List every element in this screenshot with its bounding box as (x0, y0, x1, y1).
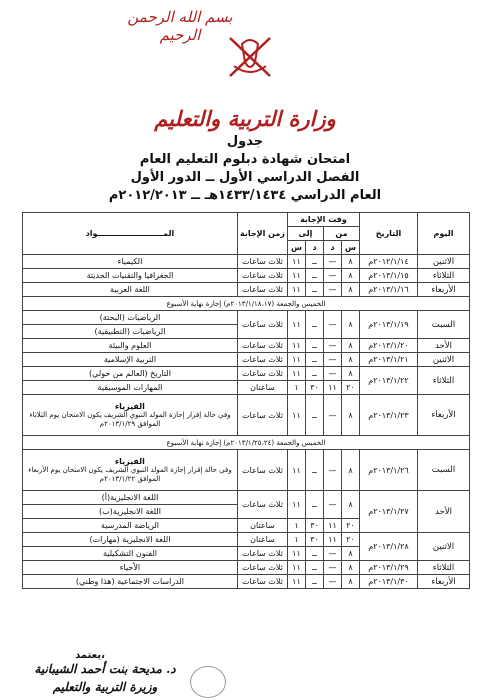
cell-duration: ثلاث ساعات (237, 367, 287, 381)
cell-duration: ثلاث ساعات (237, 561, 287, 575)
table-row (23, 353, 470, 367)
cell-date: ٢٠١٣/١/١٦م (360, 283, 418, 297)
cell-from-m: — (324, 491, 342, 519)
subject-name: الفيزياء (115, 456, 145, 466)
cell-to-h: ١١ (287, 450, 305, 491)
cell-day: الأربعاء (418, 575, 470, 589)
cell-day: الثلاثاء (418, 269, 470, 283)
cell-to-h: ١١ (287, 575, 305, 589)
basmala: بسم الله الرحمن الرحيم (127, 8, 233, 44)
table-row (23, 311, 470, 325)
cell-to-m: ــ (306, 491, 324, 519)
cell-to-m: ٣٠ (306, 533, 324, 547)
cell-duration: ثلاث ساعات (237, 255, 287, 269)
table-row (23, 339, 470, 353)
header-hour: س (287, 241, 305, 255)
header-subject: المــــــــــــــــــــــــواد (23, 213, 238, 255)
cell-subject: الأحياء (23, 561, 238, 575)
cell-to-m: ــ (306, 367, 324, 381)
cell-date: ٢٠١٣/١/٢٠م (360, 339, 418, 353)
cell-day: الاثنين (418, 353, 470, 367)
cell-from-m: — (324, 283, 342, 297)
cell-from-m: — (324, 547, 342, 561)
cell-from-h: ٨ (342, 283, 360, 297)
doc-title-exam: امتحان شهادة دبلوم التعليم العام (139, 152, 351, 167)
cell-from-h: ٨ (342, 269, 360, 283)
header-minute: د (324, 241, 342, 255)
cell-subject: الفنون التشكيلية (23, 547, 238, 561)
cell-date: ٢٠١٣/١/٢١م (360, 353, 418, 367)
cell-subject: الدراسات الاجتماعية (هذا وطني) (23, 575, 238, 589)
cell-to-h: ١١ (287, 311, 305, 339)
cell-day: الأحد (418, 491, 470, 533)
cell-day: الأربعاء (418, 283, 470, 297)
stamp-icon (190, 666, 226, 698)
holiday-note: وفي حالة إقرار إجازة المولد النبوي الشريف يكون الامتحان يوم الثلاثاء الموافق ٢٠١٣/١/٢٩م (29, 410, 231, 428)
table-header-row (23, 213, 470, 227)
cell-day: الثلاثاء (418, 367, 470, 395)
cell-duration: ساعتان (237, 519, 287, 533)
doc-title-semester: الفصل الدراسي الأول ــ الدور الأول (130, 170, 360, 185)
cell-duration: ثلاث ساعات (237, 353, 287, 367)
cell-to-m: ــ (306, 561, 324, 575)
cell-subject: الجغرافيا والتقنيات الحديثة (23, 269, 238, 283)
approval-label: يعتمد، (75, 650, 105, 661)
cell-from-m: — (324, 575, 342, 589)
cell-to-m: ــ (306, 283, 324, 297)
cell-from-m: — (324, 255, 342, 269)
cell-from-h: ٨ (342, 450, 360, 491)
weekend-break-note: الخميس والجمعة (٢٠١٣/١/٢٥،٢٤م) إجازة نهاية الأسبوع (23, 436, 470, 450)
cell-duration: ثلاث ساعات (237, 269, 287, 283)
cell-subject: الرياضيات (التطبيقية) (23, 325, 238, 339)
header-time: وقت الإجابة (287, 213, 359, 227)
cell-to-h: ١١ (287, 339, 305, 353)
cell-day: السبت (418, 311, 470, 339)
table-row (23, 269, 470, 283)
cell-duration: ساعتان (237, 381, 287, 395)
cell-duration: ثلاث ساعات (237, 450, 287, 491)
cell-subject: اللغة الانجليزية(ب) (23, 505, 238, 519)
cell-from-h: ٢٠ (342, 533, 360, 547)
cell-to-h: ١ (287, 533, 305, 547)
table-row (23, 395, 470, 436)
cell-from-m: — (324, 450, 342, 491)
cell-from-h: ٨ (342, 339, 360, 353)
header-hour: س (342, 241, 360, 255)
cell-subject: اللغة الانجليزية (مهارات) (23, 533, 238, 547)
doc-title-year: العام الدراسي ١٤٣٣/١٤٣٤هـ ــ ٢٠١٢/٢٠١٣م (108, 188, 382, 203)
cell-to-h: ١١ (287, 367, 305, 381)
cell-to-h: ١١ (287, 395, 305, 436)
table-row (23, 491, 470, 505)
table-row (23, 575, 470, 589)
header-date: التاريخ (360, 213, 418, 255)
cell-date: ٢٠١٣/١/٢٢م (360, 367, 418, 395)
cell-from-m: — (324, 367, 342, 381)
cell-duration: ثلاث ساعات (237, 491, 287, 519)
cell-day: الاثنين (418, 255, 470, 269)
cell-from-m: — (324, 269, 342, 283)
cell-to-h: ١١ (287, 561, 305, 575)
cell-to-m: ــ (306, 311, 324, 339)
cell-to-h: ١١ (287, 547, 305, 561)
cell-date: ٢٠١٣/١/٢٧م (360, 491, 418, 533)
cell-from-m: ١١ (324, 519, 342, 533)
weekend-break-row (23, 297, 470, 311)
signatory-name: د. مديحة بنت أحمد الشيبانية (34, 662, 176, 676)
cell-to-m: ــ (306, 547, 324, 561)
cell-duration: ثلاث ساعات (237, 339, 287, 353)
cell-date: ٢٠١٢/١/١٤م (360, 255, 418, 269)
cell-to-m: ــ (306, 450, 324, 491)
cell-to-m: ــ (306, 339, 324, 353)
cell-duration: ثلاث ساعات (237, 283, 287, 297)
cell-to-m: ٣٠ (306, 381, 324, 395)
cell-day: الأربعاء (418, 395, 470, 436)
cell-from-m: — (324, 395, 342, 436)
cell-subject: الرياضيات (البحتة) (23, 311, 238, 325)
cell-subject: اللغة الانجليزية(أ) (23, 491, 238, 505)
cell-subject: الكيمياء (23, 255, 238, 269)
ministry-logo-text: وزارة التربية والتعليم (154, 106, 336, 131)
weekend-break-row (23, 436, 470, 450)
cell-from-m: — (324, 339, 342, 353)
table-row (23, 255, 470, 269)
header-to: إلى (287, 227, 323, 241)
exam-schedule-table (22, 212, 470, 589)
header-duration: زمن الإجابة (237, 213, 287, 255)
cell-day: السبت (418, 450, 470, 491)
holiday-note: وفي حالة إقرار إجازة المولد النبوي الشريف يكون الامتحان يوم الأربعاء الموافق ٢٠١٣/١/٢٢م (28, 465, 232, 483)
cell-subject: التربية الإسلامية (23, 353, 238, 367)
cell-from-h: ٢٠ (342, 381, 360, 395)
table-row (23, 367, 470, 381)
table-row (23, 533, 470, 547)
subject-name: الفيزياء (115, 401, 145, 411)
cell-to-h: ١١ (287, 269, 305, 283)
doc-title-schedule: جدول (226, 134, 264, 149)
cell-date: ٢٠١٣/١/٢٩م (360, 561, 418, 575)
cell-to-m: ــ (306, 255, 324, 269)
cell-day: الأحد (418, 339, 470, 353)
cell-from-h: ٨ (342, 575, 360, 589)
cell-from-m: — (324, 561, 342, 575)
cell-from-h: ٨ (342, 255, 360, 269)
cell-from-h: ٨ (342, 491, 360, 519)
cell-date: ٢٠١٣/١/١٥م (360, 269, 418, 283)
cell-to-m: ــ (306, 395, 324, 436)
cell-to-m: ــ (306, 353, 324, 367)
table-row (23, 450, 470, 491)
cell-subject: الرياضة المدرسية (23, 519, 238, 533)
cell-to-m: ٣٠ (306, 519, 324, 533)
cell-subject: التاريخ (العالم من حولي) (23, 367, 238, 381)
cell-to-h: ١١ (287, 255, 305, 269)
cell-subject-with-note (23, 450, 238, 491)
cell-subject: العلوم والبيئة (23, 339, 238, 353)
cell-duration: ساعتان (237, 533, 287, 547)
cell-to-h: ١١ (287, 283, 305, 297)
cell-to-h: ١١ (287, 491, 305, 519)
oman-emblem-icon (222, 32, 278, 82)
table-row (23, 283, 470, 297)
cell-from-m: ١١ (324, 381, 342, 395)
cell-from-m: — (324, 311, 342, 339)
weekend-break-note: الخميس والجمعة (٢٠١٣/١/١٨،١٧م) إجازة نهاية الأسبوع (23, 297, 470, 311)
cell-from-h: ٨ (342, 353, 360, 367)
cell-day: الثلاثاء (418, 561, 470, 575)
cell-subject: اللغة العربية (23, 283, 238, 297)
cell-from-m: — (324, 353, 342, 367)
cell-to-h: ١ (287, 519, 305, 533)
cell-from-h: ٨ (342, 367, 360, 381)
cell-date: ٢٠١٣/١/٣٠م (360, 575, 418, 589)
cell-from-h: ٨ (342, 395, 360, 436)
cell-subject-with-note (23, 395, 238, 436)
signatory-role: وزيرة التربية والتعليم (52, 680, 158, 694)
cell-to-m: ــ (306, 575, 324, 589)
cell-from-m: ١١ (324, 533, 342, 547)
cell-duration: ثلاث ساعات (237, 311, 287, 339)
cell-duration: ثلاث ساعات (237, 547, 287, 561)
cell-from-h: ٨ (342, 547, 360, 561)
cell-from-h: ٨ (342, 561, 360, 575)
header-day: اليوم (418, 213, 470, 255)
cell-date: ٢٠١٣/١/٢٨م (360, 533, 418, 561)
cell-day: الاثنين (418, 533, 470, 561)
cell-duration: ثلاث ساعات (237, 575, 287, 589)
cell-date: ٢٠١٣/١/١٩م (360, 311, 418, 339)
table-row (23, 561, 470, 575)
cell-to-h: ١ (287, 381, 305, 395)
cell-from-h: ٢٠ (342, 519, 360, 533)
cell-duration: ثلاث ساعات (237, 395, 287, 436)
cell-to-h: ١١ (287, 353, 305, 367)
cell-to-m: ــ (306, 269, 324, 283)
header-minute: د (306, 241, 324, 255)
header-from: من (324, 227, 360, 241)
cell-date: ٢٠١٣/١/٢٣م (360, 395, 418, 436)
cell-subject: المهارات الموسيقية (23, 381, 238, 395)
cell-date: ٢٠١٣/١/٢٦م (360, 450, 418, 491)
cell-from-h: ٨ (342, 311, 360, 339)
